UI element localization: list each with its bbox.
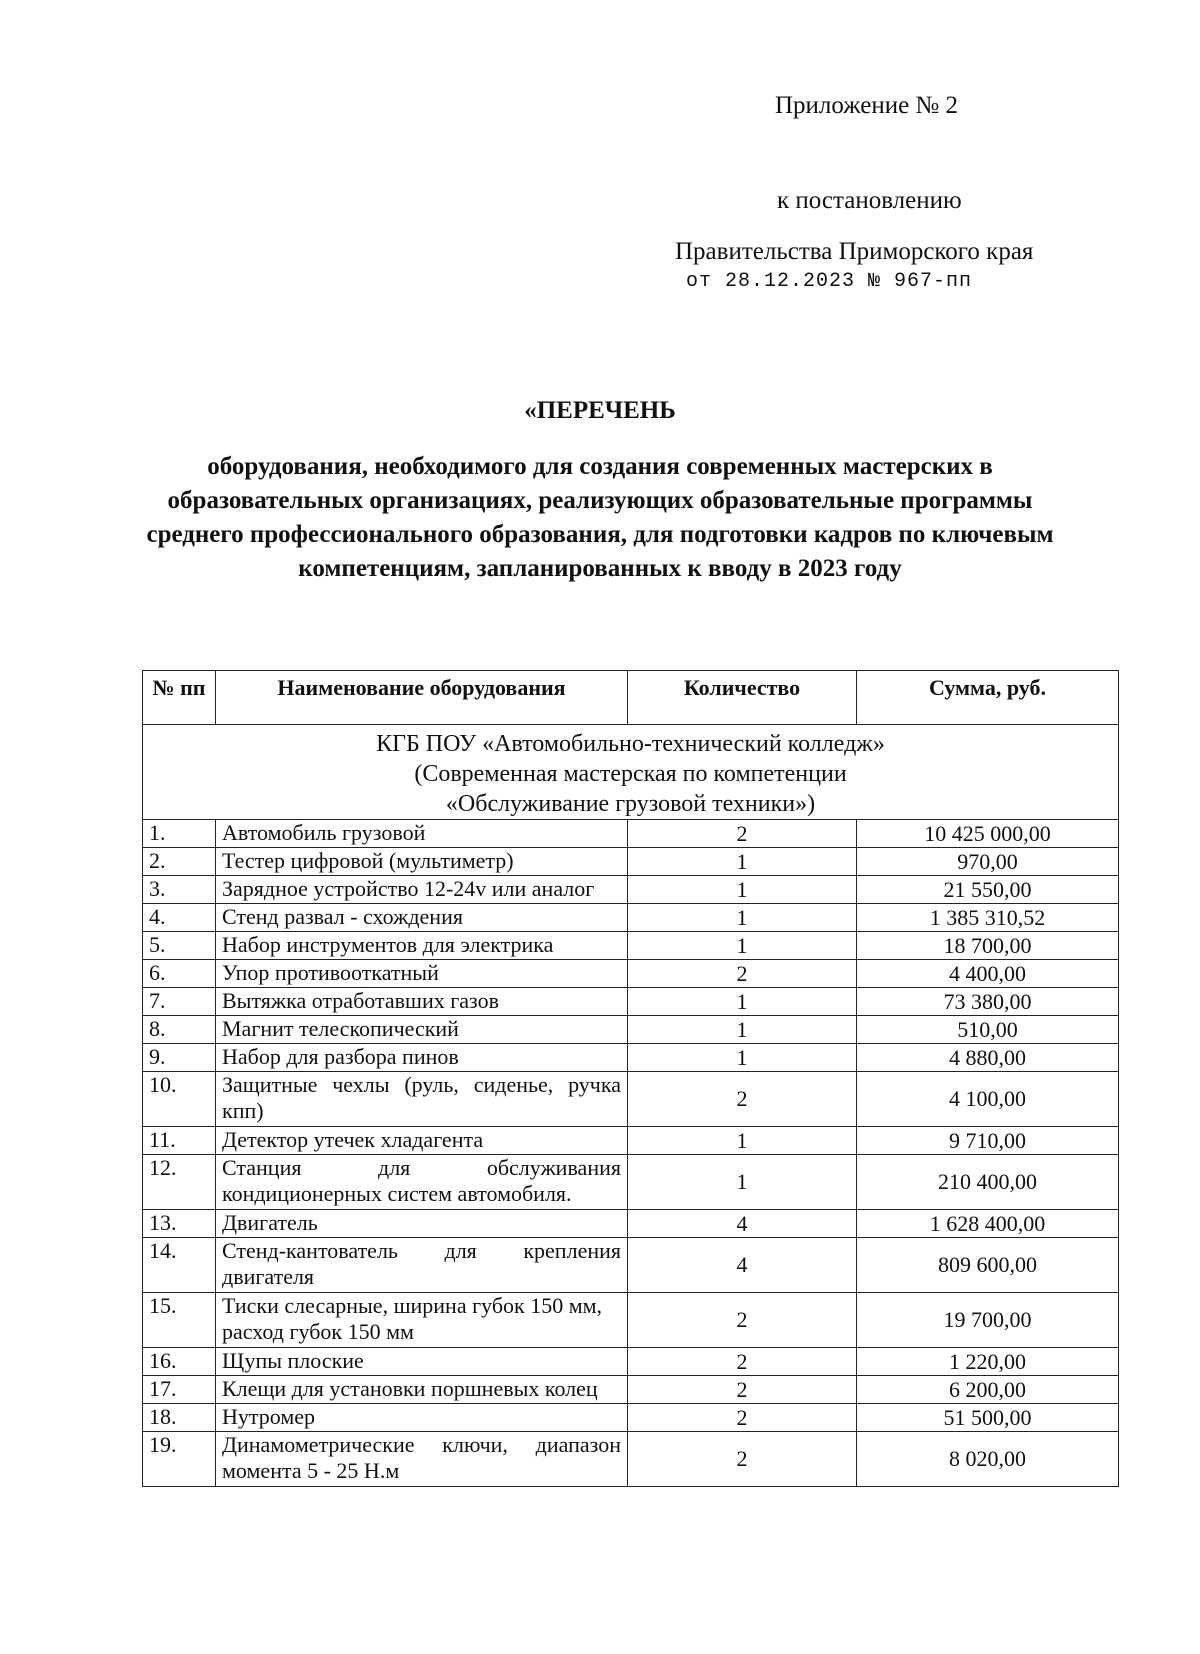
equipment-name: Детектор утечек хладагента xyxy=(216,1127,628,1155)
row-number: 11. xyxy=(143,1127,216,1155)
table-row xyxy=(143,960,1119,988)
equipment-name: Упор противооткатный xyxy=(216,960,628,988)
table-row xyxy=(143,1127,1119,1155)
equipment-quantity: 4 xyxy=(628,1238,857,1293)
row-number: 16. xyxy=(143,1348,216,1376)
row-number: 10. xyxy=(143,1072,216,1127)
equipment-quantity: 1 xyxy=(628,988,857,1016)
equipment-sum: 6 200,00 xyxy=(857,1376,1119,1404)
equipment-quantity: 2 xyxy=(628,820,857,848)
row-number: 2. xyxy=(143,848,216,876)
row-number: 15. xyxy=(143,1293,216,1348)
equipment-name: Защитные чехлы (руль, сиденье, ручка кпп) xyxy=(216,1072,628,1127)
equipment-name: Стенд-кантователь для крепления двигателя xyxy=(216,1238,628,1293)
document-title: «ПЕРЕЧЕНЬ xyxy=(524,397,676,424)
row-number: 17. xyxy=(143,1376,216,1404)
equipment-sum: 1 220,00 xyxy=(857,1348,1119,1376)
equipment-quantity: 2 xyxy=(628,1432,857,1487)
equipment-sum: 970,00 xyxy=(857,848,1119,876)
col-header-quantity: Количество xyxy=(628,671,857,725)
equipment-quantity: 4 xyxy=(628,1210,857,1238)
table-row xyxy=(143,932,1119,960)
table-row xyxy=(143,1210,1119,1238)
decree-number: от 28.12.2023 № 967-пп xyxy=(686,270,973,293)
equipment-sum: 4 100,00 xyxy=(857,1072,1119,1127)
equipment-name: Клещи для установки поршневых колец xyxy=(216,1376,628,1404)
equipment-name: Нутромер xyxy=(216,1404,628,1432)
equipment-sum: 4 880,00 xyxy=(857,1044,1119,1072)
section-workshop: (Современная мастерская по компетенции xyxy=(414,761,847,787)
equipment-table xyxy=(142,670,1119,1487)
section-college-name: КГБ ПОУ «Автомобильно-технический колледж» xyxy=(376,731,885,757)
col-header-name: Наименование оборудования xyxy=(216,671,628,725)
equipment-name: Набор инструментов для электрика xyxy=(216,932,628,960)
equipment-sum: 73 380,00 xyxy=(857,988,1119,1016)
equipment-quantity: 1 xyxy=(628,1044,857,1072)
equipment-quantity: 2 xyxy=(628,1072,857,1127)
row-number: 5. xyxy=(143,932,216,960)
government-label: Правительства Приморского края xyxy=(675,238,1034,265)
table-row xyxy=(143,1404,1119,1432)
col-header-number: № пп xyxy=(143,671,216,725)
section-competence: «Обслуживание грузовой техники») xyxy=(445,791,816,817)
table-row xyxy=(143,1044,1119,1072)
table-row xyxy=(143,1376,1119,1404)
table-row xyxy=(143,1155,1119,1210)
col-header-sum: Сумма, руб. xyxy=(857,671,1119,725)
table-row xyxy=(143,876,1119,904)
equipment-quantity: 2 xyxy=(628,1376,857,1404)
table-row xyxy=(143,1072,1119,1127)
equipment-name: Станция для обслуживания кондиционерных систем автомобиля. xyxy=(216,1155,628,1210)
row-number: 9. xyxy=(143,1044,216,1072)
table-row xyxy=(143,904,1119,932)
equipment-quantity: 2 xyxy=(628,1348,857,1376)
equipment-quantity: 2 xyxy=(628,960,857,988)
equipment-quantity: 1 xyxy=(628,1155,857,1210)
row-number: 4. xyxy=(143,904,216,932)
table-row xyxy=(143,1348,1119,1376)
row-number: 18. xyxy=(143,1404,216,1432)
equipment-sum: 19 700,00 xyxy=(857,1293,1119,1348)
table-row xyxy=(143,820,1119,848)
row-number: 19. xyxy=(143,1432,216,1487)
equipment-sum: 21 550,00 xyxy=(857,876,1119,904)
equipment-sum: 809 600,00 xyxy=(857,1238,1119,1293)
equipment-sum: 18 700,00 xyxy=(857,932,1119,960)
table-row xyxy=(143,988,1119,1016)
row-number: 7. xyxy=(143,988,216,1016)
table-row xyxy=(143,1016,1119,1044)
equipment-name: Динамометрические ключи, диапазон момента 5 - 25 Н.м xyxy=(216,1432,628,1487)
equipment-sum: 4 400,00 xyxy=(857,960,1119,988)
equipment-quantity: 2 xyxy=(628,1293,857,1348)
row-number: 6. xyxy=(143,960,216,988)
equipment-sum: 1 628 400,00 xyxy=(857,1210,1119,1238)
equipment-name: Тиски слесарные, ширина губок 150 мм, расход губок 150 мм xyxy=(216,1293,628,1348)
equipment-name: Тестер цифровой (мультиметр) xyxy=(216,848,628,876)
table-row xyxy=(143,1293,1119,1348)
equipment-name: Вытяжка отработавших газов xyxy=(216,988,628,1016)
equipment-name: Стенд развал - схождения xyxy=(216,904,628,932)
equipment-quantity: 1 xyxy=(628,876,857,904)
equipment-name: Двигатель xyxy=(216,1210,628,1238)
equipment-sum: 1 385 310,52 xyxy=(857,904,1119,932)
equipment-quantity: 1 xyxy=(628,932,857,960)
table-row xyxy=(143,1238,1119,1293)
equipment-quantity: 1 xyxy=(628,1016,857,1044)
equipment-name: Автомобиль грузовой xyxy=(216,820,628,848)
equipment-name: Магнит телескопический xyxy=(216,1016,628,1044)
equipment-sum: 8 020,00 xyxy=(857,1432,1119,1487)
row-number: 14. xyxy=(143,1238,216,1293)
section-row xyxy=(143,725,1119,820)
table-header-row xyxy=(143,671,1119,725)
row-number: 8. xyxy=(143,1016,216,1044)
row-number: 1. xyxy=(143,820,216,848)
document-subtitle: оборудования, необходимого для создания современных мастерских в образовательных организациях, реализующих образовательные программы среднего профессионального образования, для подготовки кадров по ключевым компетенциям, запланированных к вводу в 2023 году xyxy=(146,453,1054,582)
equipment-sum: 210 400,00 xyxy=(857,1155,1119,1210)
equipment-name: Щупы плоские xyxy=(216,1348,628,1376)
row-number: 12. xyxy=(143,1155,216,1210)
equipment-sum: 10 425 000,00 xyxy=(857,820,1119,848)
equipment-name: Набор для разбора пинов xyxy=(216,1044,628,1072)
table-row xyxy=(143,1432,1119,1487)
equipment-name: Зарядное устройство 12-24v или аналог xyxy=(216,876,628,904)
table-row xyxy=(143,848,1119,876)
annex-label: Приложение № 2 xyxy=(775,92,959,119)
equipment-sum: 510,00 xyxy=(857,1016,1119,1044)
equipment-quantity: 1 xyxy=(628,848,857,876)
equipment-sum: 51 500,00 xyxy=(857,1404,1119,1432)
row-number: 13. xyxy=(143,1210,216,1238)
equipment-sum: 9 710,00 xyxy=(857,1127,1119,1155)
equipment-quantity: 2 xyxy=(628,1404,857,1432)
equipment-quantity: 1 xyxy=(628,1127,857,1155)
row-number: 3. xyxy=(143,876,216,904)
to-decree-label: к постановлению xyxy=(777,187,962,214)
equipment-quantity: 1 xyxy=(628,904,857,932)
